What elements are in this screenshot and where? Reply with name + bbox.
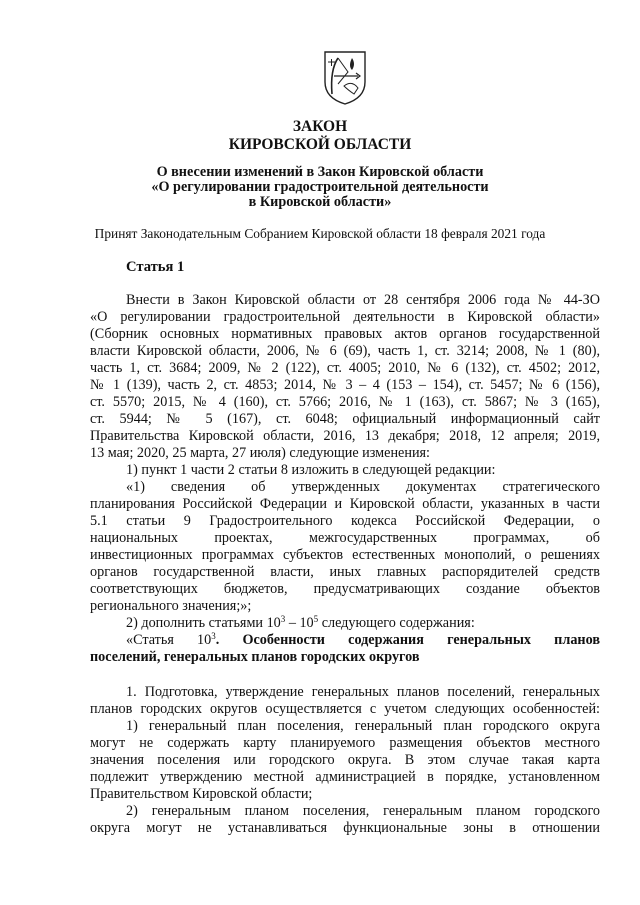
body-line: 13 мая; 2020, 25 марта, 27 июля) следующие изменения: [90, 445, 431, 461]
superscript: 3 [280, 614, 286, 624]
body-line: (Сборник основных нормативных правовых актов органов государственной [90, 326, 600, 342]
body-line: значения поселения или городского округа. В этом случае такая карта [90, 752, 600, 768]
item2-text: – 10 [285, 615, 314, 631]
body-line: могут не содержать карту планируемого размещения объектов местного [90, 735, 600, 751]
body-line: «1) сведения об утвержденных документах стратегического [126, 479, 600, 495]
article-10-3-heading-line-1 [126, 632, 600, 648]
body-line: власти Кировской области, 2006, № 6 (69), часть 1, ст. 3214; 2008, № 1 (80), [90, 343, 600, 359]
body-line: соответствующих бюджетов, предусматривающих создание объектов [90, 581, 600, 597]
body-line: 2) генеральным планом поселения, генеральным планом городского [126, 803, 600, 819]
body-line: инвестиционных программах субъектов естественных монополий, о решениях [90, 547, 600, 563]
body-line: планирования Российской Федерации и Кировской области, указанных в части [90, 496, 600, 512]
body-line: Правительством Кировской области; [90, 786, 313, 802]
body-line: округа могут не устанавливаться функциональные зоны в отношении [90, 820, 600, 836]
body-line: подлежит утверждению местной администрацией в порядке, установленном [90, 769, 600, 785]
body-line: 1) пункт 1 части 2 статьи 8 изложить в следующей редакции: [126, 462, 496, 478]
adoption-note: Принят Законодательным Собранием Кировской области 18 февраля 2021 года [94, 226, 546, 241]
body-line-item-2 [126, 615, 600, 631]
body-line: Правительства Кировской области, 2016, 13 декабря; 2018, 12 апреля; 2019, [90, 428, 600, 444]
body-line: часть 1, ст. 3684; 2009, № 2 (122), ст. 4005; 2010, № 6 (132), ст. 4502; 2012, [90, 360, 600, 376]
body-line: 1. Подготовка, утверждение генеральных планов поселений, генеральных [126, 684, 600, 700]
item2-text: 2) дополнить статьями 10 [126, 615, 281, 631]
law-subject-line-1: О внесении изменений в Закон Кировской области [156, 164, 484, 180]
item2-text: следующего содержания: [318, 615, 475, 631]
law-region: КИРОВСКОЙ ОБЛАСТИ [228, 136, 412, 153]
article-10-3-title: . Особенности содержания генеральных планов [215, 632, 600, 648]
article-10-3-label: «Статья 10 [126, 632, 212, 648]
body-line: планов городских округов осуществляется с учетом следующих особенностей: [90, 701, 600, 717]
coat-of-arms-emblem [322, 50, 368, 106]
body-line: национальных проектах, межгосударственных программах, об [90, 530, 600, 546]
superscript: 3 [211, 631, 216, 641]
superscript: 5 [313, 614, 319, 624]
law-subject-line-3: в Кировской области» [248, 194, 392, 210]
body-line: «О регулировании градостроительной деятельности в Кировской области» [90, 309, 600, 325]
body-line: 1) генеральный план поселения, генеральный план городского округа [126, 718, 600, 734]
body-line: регионального значения;»; [90, 598, 252, 614]
body-line: Внести в Закон Кировской области от 28 сентября 2006 года № 44-ЗО [126, 292, 600, 308]
law-title: ЗАКОН [292, 118, 348, 135]
body-line: ст. 5570; 2015, № 4 (160), ст. 5766; 2016, № 1 (163), ст. 5867; № 3 (165), [90, 394, 600, 410]
body-line: ст. 5944; № 5 (167), ст. 6048; официальный информационный сайт [90, 411, 600, 427]
article-heading: Статья 1 [126, 259, 185, 275]
body-line: органов государственной власти, иных главных распорядителей средств [90, 564, 600, 580]
body-line: 5.1 статьи 9 Градостроительного кодекса Российской Федерации, о [90, 513, 600, 529]
body-line: № 1 (139), часть 2, ст. 4853; 2014, № 3 – 4 (153 – 154), ст. 5457; № 6 (156), [90, 377, 600, 393]
law-subject-line-2: «О регулировании градостроительной деятельности [151, 179, 489, 195]
article-10-3-heading-line-2: поселений, генеральных планов городских округов [90, 649, 420, 665]
